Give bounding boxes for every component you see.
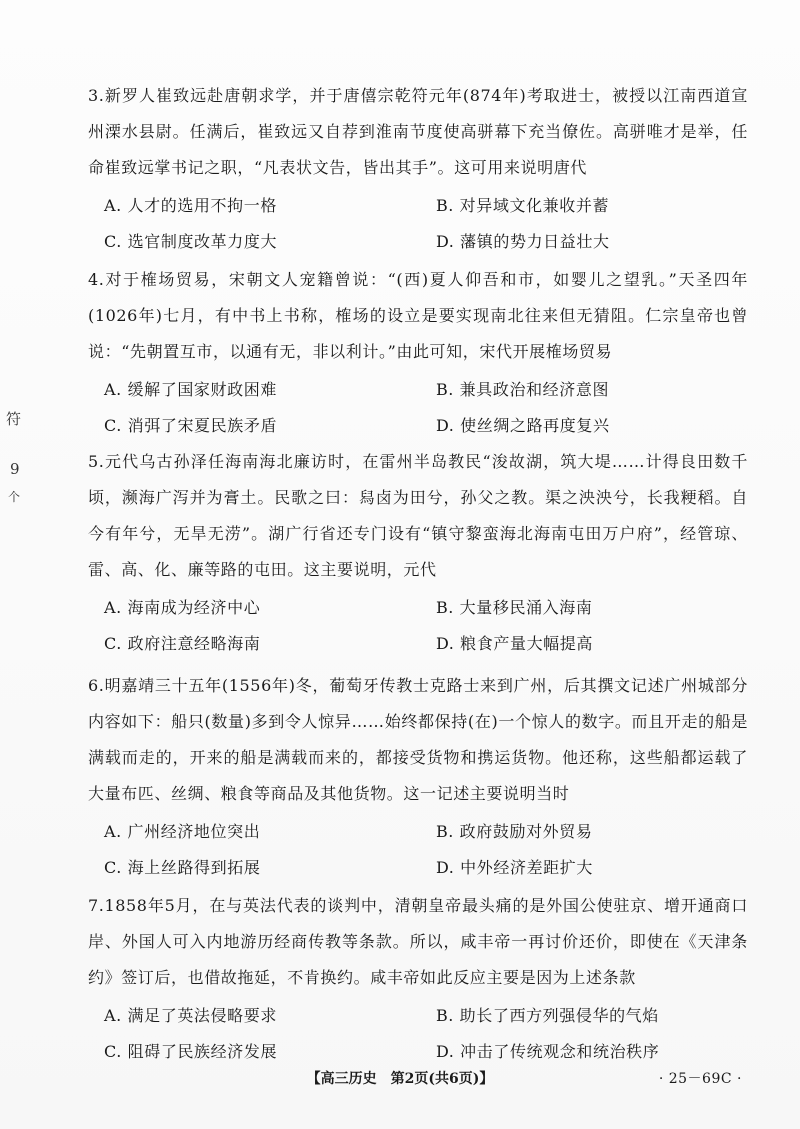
options-row — [88, 186, 748, 222]
options-row — [88, 222, 748, 258]
option-b[interactable]: B. 大量移民涌入海南 — [435, 597, 593, 617]
option-c[interactable]: C. 阻碍了民族经济发展 — [104, 1041, 278, 1061]
question-6 — [88, 668, 748, 884]
option-a[interactable]: A. 海南成为经济中心 — [104, 597, 261, 617]
option-b[interactable]: B. 对异域文化兼收并蓄 — [435, 195, 610, 215]
question-stem: 6.明嘉靖三十五年(1556年)冬，葡萄牙传教士克路士来到广州，后其撰文记述广州城部分内容如下：船只(数量)多到令人惊异……始终都保持(在)一个惊人的数字。而且开走的船是满载而走的，开来的船是满载而来的，都接受货物和携运货物。他还称，这些船都运载了大量布匹、丝绸、粮食等商品及其他货物。这一记述主要说明当时 — [88, 676, 748, 803]
page-footer — [0, 1066, 800, 1090]
option-d[interactable]: D. 中外经济差距扩大 — [435, 857, 593, 877]
question-stem: 3.新罗人崔致远赴唐朝求学，并于唐僖宗乾符元年(874年)考取进士，被授以江南西道宣州溧水县尉。任满后，崔致远又自荐到淮南节度使高骈幕下充当僚佐。高骈唯才是举，任命崔致远掌书记之职，“凡表状文告，皆出其手”。这可用来说明唐代 — [88, 86, 748, 177]
question-4 — [88, 262, 748, 442]
option-d[interactable]: D. 冲击了传统观念和统治秩序 — [435, 1041, 660, 1061]
question-7 — [88, 888, 748, 1068]
option-a[interactable]: A. 缓解了国家财政困难 — [104, 379, 277, 399]
option-b[interactable]: B. 兼具政治和经济意图 — [435, 379, 610, 399]
options-row — [88, 624, 748, 660]
option-c[interactable]: C. 消弭了宋夏民族矛盾 — [104, 415, 278, 435]
options-row — [88, 588, 748, 624]
option-c[interactable]: C. 政府注意经略海南 — [104, 633, 261, 653]
option-d[interactable]: D. 粮食产量大幅提高 — [435, 633, 593, 653]
option-c[interactable]: C. 海上丝路得到拓展 — [104, 857, 261, 877]
options-row — [88, 406, 748, 442]
options-row — [88, 848, 748, 884]
question-stem: 5.元代乌古孙泽任海南海北廉访时，在雷州半岛教民“浚故湖，筑大堤……计得良田数千顷，濒海广泻并为膏土。民歌之曰：舄卤为田兮，孙父之教。渠之泱泱兮，长我粳稻。自今有年兮，无旱无涝”。湖广行省还专门设有“镇守黎蛮海北海南屯田万户府”，经管琼、雷、高、化、廉等路的屯田。这主要说明，元代 — [88, 452, 748, 579]
footer-exam-code: · 25－69C · — [658, 1071, 742, 1087]
question-stem: 4.对于榷场贸易，宋朝文人宠籍曾说：“(西)夏人仰吾和市，如婴儿之望乳。”天圣四年(1026年)七月，有中书上书称，榷场的设立是要实现南北往来但无猜阻。仁宗皇帝也曾说：“先朝置互市，以通有无，非以利计。”由此可知，宋代开展榷场贸易 — [88, 270, 748, 361]
options-row — [88, 996, 748, 1032]
option-d[interactable]: D. 使丝绸之路再度复兴 — [435, 415, 610, 435]
option-c[interactable]: C. 选官制度改革力度大 — [104, 231, 278, 251]
options-row — [88, 812, 748, 848]
margin-mark-3: 个 — [8, 490, 21, 504]
option-b[interactable]: B. 政府鼓励对外贸易 — [435, 821, 593, 841]
question-3 — [88, 78, 748, 258]
margin-mark-1: 符 — [6, 410, 22, 428]
question-stem: 7.1858年5月，在与英法代表的谈判中，清朝皇帝最头痛的是外国公使驻京、增开通商口岸、外国人可入内地游历经商传教等条款。所以，咸丰帝一再讨价还价，即使在《天津条约》签订后，也借故拖延，不肯换约。咸丰帝如此反应主要是因为上述条款 — [88, 896, 748, 987]
option-d[interactable]: D. 藩镇的势力日益壮大 — [435, 231, 610, 251]
option-a[interactable]: A. 广州经济地位突出 — [104, 821, 261, 841]
option-a[interactable]: A. 人才的选用不拘一格 — [104, 195, 277, 215]
options-row — [88, 1032, 748, 1068]
option-b[interactable]: B. 助长了西方列强侵华的气焰 — [435, 1005, 659, 1025]
option-a[interactable]: A. 满足了英法侵略要求 — [104, 1005, 277, 1025]
options-row — [88, 370, 748, 406]
margin-mark-2: 9 — [10, 460, 20, 478]
footer-page-label: 【高三历史 第2页(共6页)】 — [306, 1071, 494, 1087]
question-5 — [88, 444, 748, 660]
